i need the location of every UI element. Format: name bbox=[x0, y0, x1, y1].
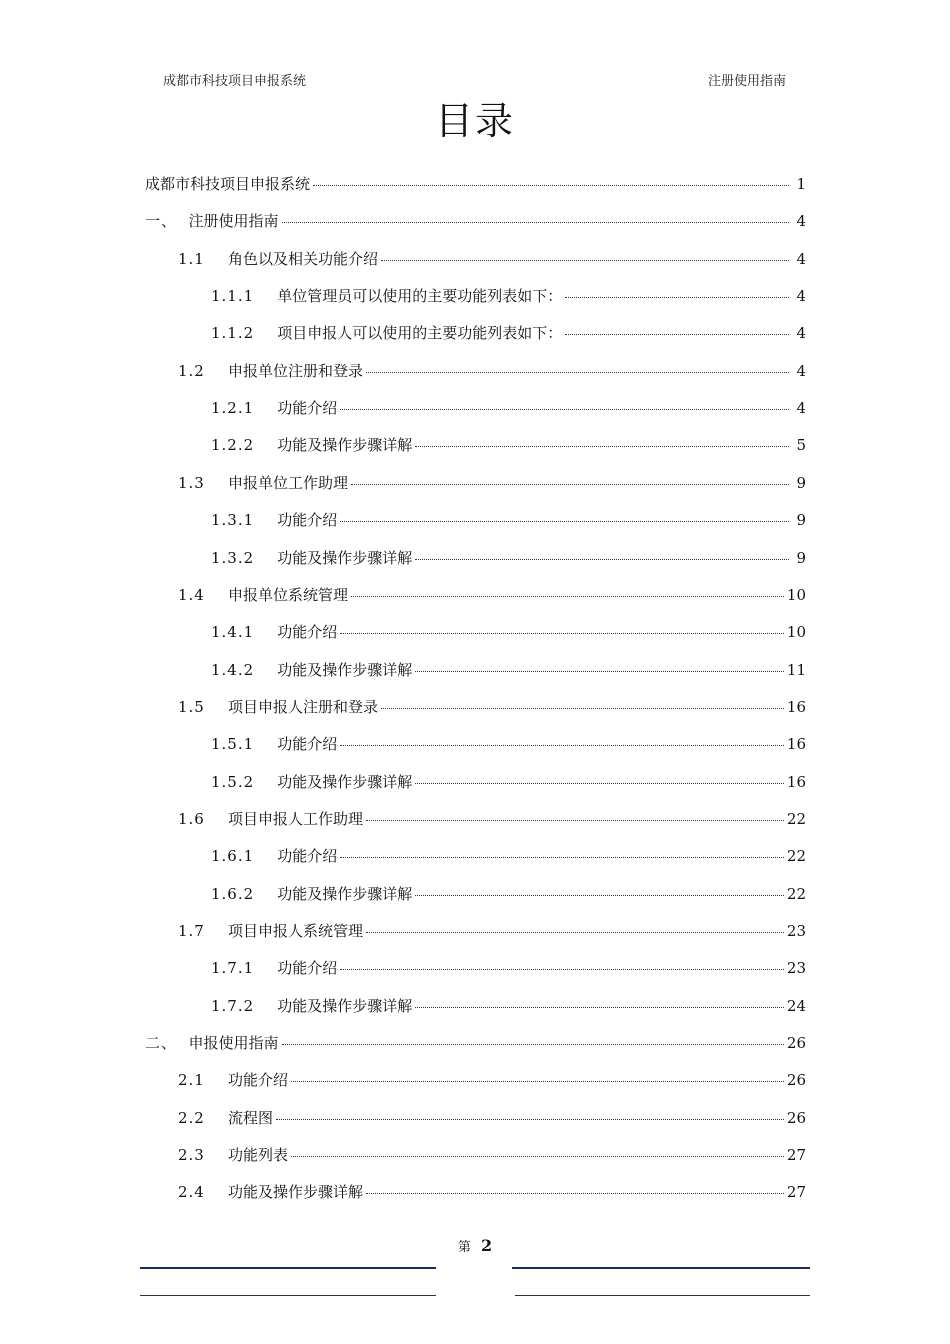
toc-entry-page: 4 bbox=[796, 287, 806, 305]
toc-entry-number: 1.1 bbox=[178, 250, 228, 268]
toc-dot-leader bbox=[366, 819, 784, 821]
toc-entry-page: 9 bbox=[796, 474, 806, 492]
toc-title: 目录 bbox=[434, 99, 515, 143]
toc-dot-leader bbox=[381, 707, 784, 709]
toc-entry-label: 功能介绍 bbox=[277, 847, 338, 865]
toc-dot-leader bbox=[340, 408, 789, 410]
toc-entry-label: 申报使用指南 bbox=[188, 1034, 279, 1052]
toc-entry[interactable] bbox=[145, 209, 806, 233]
header-document-title: 成都市科技项目申报系统 bbox=[163, 74, 307, 89]
toc-entry[interactable] bbox=[178, 807, 806, 831]
toc-entry[interactable] bbox=[211, 396, 806, 420]
footer-rule-left-upper bbox=[140, 1267, 436, 1269]
toc-entry-label: 申报单位工作助理 bbox=[227, 474, 348, 492]
toc-dot-leader bbox=[340, 520, 789, 522]
toc-entry-label: 功能介绍 bbox=[277, 735, 338, 753]
toc-dot-leader bbox=[366, 931, 784, 933]
toc-dot-leader bbox=[366, 371, 789, 373]
toc-entry-label: 项目申报人工作助理 bbox=[227, 810, 363, 828]
toc-entry-number: 2.2 bbox=[178, 1109, 228, 1127]
toc-entry[interactable] bbox=[178, 583, 806, 607]
toc-dot-leader bbox=[340, 744, 784, 746]
toc-entry-page: 22 bbox=[786, 885, 806, 903]
toc-entry-number: 1.6.2 bbox=[211, 885, 278, 903]
toc-entry-label: 功能介绍 bbox=[277, 623, 338, 641]
toc-entry-page: 26 bbox=[786, 1109, 806, 1127]
toc-entry-label: 流程图 bbox=[227, 1109, 273, 1127]
toc-dot-leader bbox=[415, 782, 784, 784]
toc-entry-number: 2.3 bbox=[178, 1146, 228, 1164]
toc-dot-leader bbox=[415, 670, 784, 672]
toc-entry[interactable] bbox=[211, 732, 806, 756]
toc-entry-number: 1.3.1 bbox=[211, 511, 278, 529]
toc-entry-label: 项目申报人可以使用的主要功能列表如下： bbox=[277, 324, 563, 342]
toc-entry-number: 1.3 bbox=[178, 474, 228, 492]
toc-entry-number: 一、 bbox=[145, 212, 189, 230]
toc-entry-label: 功能及操作步骤详解 bbox=[277, 885, 413, 903]
toc-entry-page: 4 bbox=[796, 212, 806, 230]
toc-entry-number: 二、 bbox=[145, 1034, 189, 1052]
toc-entry-label: 申报单位系统管理 bbox=[227, 586, 348, 604]
toc-entry[interactable] bbox=[211, 546, 806, 570]
toc-entry-page: 27 bbox=[786, 1183, 806, 1201]
toc-entry-number: 1.2 bbox=[178, 362, 228, 380]
page-footer bbox=[0, 1236, 950, 1255]
toc-entry-page: 1 bbox=[796, 175, 806, 193]
toc-entry[interactable] bbox=[211, 620, 806, 644]
toc-entry-label: 功能及操作步骤详解 bbox=[277, 661, 413, 679]
toc-entry[interactable] bbox=[211, 284, 806, 308]
toc-entry-page: 26 bbox=[786, 1034, 806, 1052]
toc-entry-page: 9 bbox=[796, 549, 806, 567]
toc-entry[interactable] bbox=[178, 1106, 806, 1130]
toc-dot-leader bbox=[366, 1192, 784, 1194]
toc-entry-label: 功能及操作步骤详解 bbox=[277, 549, 413, 567]
toc-entry-number: 1.7 bbox=[178, 922, 228, 940]
toc-entry-label: 功能及操作步骤详解 bbox=[277, 997, 413, 1015]
toc-entry[interactable] bbox=[211, 882, 806, 906]
toc-entry-page: 16 bbox=[786, 735, 806, 753]
toc-entry[interactable] bbox=[178, 919, 806, 943]
toc-dot-leader bbox=[340, 632, 784, 634]
header-section-title: 注册使用指南 bbox=[707, 74, 786, 89]
toc-entry-number: 1.6 bbox=[178, 810, 228, 828]
toc-entry-label: 申报单位注册和登录 bbox=[227, 362, 363, 380]
toc-entry-number: 1.5 bbox=[178, 698, 228, 716]
toc-dot-leader bbox=[351, 595, 784, 597]
toc-entry[interactable] bbox=[211, 508, 806, 532]
toc-entry[interactable] bbox=[145, 1031, 806, 1055]
toc-entry-number: 1.1.1 bbox=[211, 287, 278, 305]
toc-entry-number: 1.1.2 bbox=[211, 324, 278, 342]
toc-dot-leader bbox=[291, 1155, 784, 1157]
toc-entry-page: 23 bbox=[786, 922, 806, 940]
toc-entry-number: 1.7.2 bbox=[211, 997, 278, 1015]
toc-entry-page: 16 bbox=[786, 698, 806, 716]
toc-entry-page: 26 bbox=[786, 1071, 806, 1089]
toc-dot-leader bbox=[565, 333, 789, 335]
footer-rule-left-lower bbox=[140, 1295, 436, 1296]
toc-entry-label: 功能及操作步骤详解 bbox=[277, 773, 413, 791]
toc-dot-leader bbox=[351, 483, 789, 485]
toc-entry-page: 22 bbox=[786, 810, 806, 828]
toc-entry-page: 4 bbox=[796, 250, 806, 268]
page-prefix: 第 bbox=[457, 1240, 471, 1255]
footer-rule-right-lower bbox=[515, 1295, 810, 1296]
toc-dot-leader bbox=[282, 1043, 784, 1045]
toc-entry[interactable] bbox=[178, 471, 806, 495]
toc-entry-page: 10 bbox=[786, 586, 806, 604]
toc-dot-leader bbox=[340, 968, 784, 970]
toc-entry-page: 23 bbox=[786, 959, 806, 977]
toc-entry-label: 单位管理员可以使用的主要功能列表如下： bbox=[277, 287, 563, 305]
toc-entry[interactable] bbox=[178, 1180, 806, 1204]
toc-dot-leader bbox=[340, 856, 784, 858]
toc-entry-number: 1.2.1 bbox=[211, 399, 278, 417]
toc-entry-number: 1.2.2 bbox=[211, 436, 278, 454]
page-number: 2 bbox=[480, 1236, 493, 1255]
toc-entry-page: 4 bbox=[796, 399, 806, 417]
toc-entry[interactable] bbox=[145, 172, 806, 196]
toc-entry-number: 1.5.1 bbox=[211, 735, 278, 753]
toc-entry[interactable] bbox=[211, 321, 806, 345]
toc-dot-leader bbox=[565, 296, 789, 298]
footer-rule-right-upper bbox=[512, 1267, 810, 1269]
toc-entry-page: 22 bbox=[786, 847, 806, 865]
toc-dot-leader bbox=[415, 445, 789, 447]
toc-entry-page: 24 bbox=[786, 997, 806, 1015]
toc-entry[interactable] bbox=[211, 433, 806, 457]
toc-dot-leader bbox=[415, 558, 789, 560]
toc-entry-number: 1.4 bbox=[178, 586, 228, 604]
toc-entry-page: 10 bbox=[786, 623, 806, 641]
toc-entry-page: 16 bbox=[786, 773, 806, 791]
toc-dot-leader bbox=[291, 1080, 784, 1082]
toc-entry-label: 功能介绍 bbox=[277, 959, 338, 977]
toc-dot-leader bbox=[415, 1006, 784, 1008]
toc-entry[interactable] bbox=[211, 994, 806, 1018]
toc-entry-page: 4 bbox=[796, 324, 806, 342]
toc-entry-label: 注册使用指南 bbox=[188, 212, 279, 230]
toc-entry[interactable] bbox=[178, 1068, 806, 1092]
toc-entry[interactable] bbox=[178, 359, 806, 383]
toc-entry[interactable] bbox=[211, 844, 806, 868]
toc-entry-number: 1.3.2 bbox=[211, 549, 278, 567]
toc-entry-label: 功能列表 bbox=[227, 1146, 288, 1164]
toc-entry-number: 1.7.1 bbox=[211, 959, 278, 977]
toc-entry-number: 1.6.1 bbox=[211, 847, 278, 865]
toc-dot-leader bbox=[313, 184, 789, 186]
toc-entry-label: 功能介绍 bbox=[277, 511, 338, 529]
toc-entry-number: 1.4.2 bbox=[211, 661, 278, 679]
toc-entry[interactable] bbox=[211, 658, 806, 682]
toc-entry-number: 1.4.1 bbox=[211, 623, 278, 641]
toc-entry-page: 11 bbox=[786, 661, 806, 679]
toc-entry[interactable] bbox=[211, 770, 806, 794]
toc-entry-label: 角色以及相关功能介绍 bbox=[227, 250, 378, 268]
toc-entry[interactable] bbox=[178, 1143, 806, 1167]
toc-entry-label: 成都市科技项目申报系统 bbox=[145, 175, 311, 193]
toc-entry-label: 项目申报人系统管理 bbox=[227, 922, 363, 940]
toc-entry-label: 功能及操作步骤详解 bbox=[227, 1183, 363, 1201]
toc-entry-number: 2.4 bbox=[178, 1183, 228, 1201]
toc-dot-leader bbox=[276, 1118, 784, 1120]
toc-dot-leader bbox=[381, 259, 789, 261]
toc-entry-label: 功能介绍 bbox=[227, 1071, 288, 1089]
toc-entry-page: 5 bbox=[796, 436, 806, 454]
toc-entry[interactable] bbox=[211, 956, 806, 980]
toc-entry-page: 27 bbox=[786, 1146, 806, 1164]
toc-entry-label: 功能介绍 bbox=[277, 399, 338, 417]
toc-dot-leader bbox=[282, 221, 789, 223]
toc-entry[interactable] bbox=[178, 695, 806, 719]
toc-entry[interactable] bbox=[178, 247, 806, 271]
toc-entry-label: 功能及操作步骤详解 bbox=[277, 436, 413, 454]
toc-entry-number: 1.5.2 bbox=[211, 773, 278, 791]
toc-dot-leader bbox=[415, 894, 784, 896]
toc-entry-label: 项目申报人注册和登录 bbox=[227, 698, 378, 716]
toc-entry-page: 9 bbox=[796, 511, 806, 529]
toc-entry-number: 2.1 bbox=[178, 1071, 228, 1089]
toc-entry-page: 4 bbox=[796, 362, 806, 380]
